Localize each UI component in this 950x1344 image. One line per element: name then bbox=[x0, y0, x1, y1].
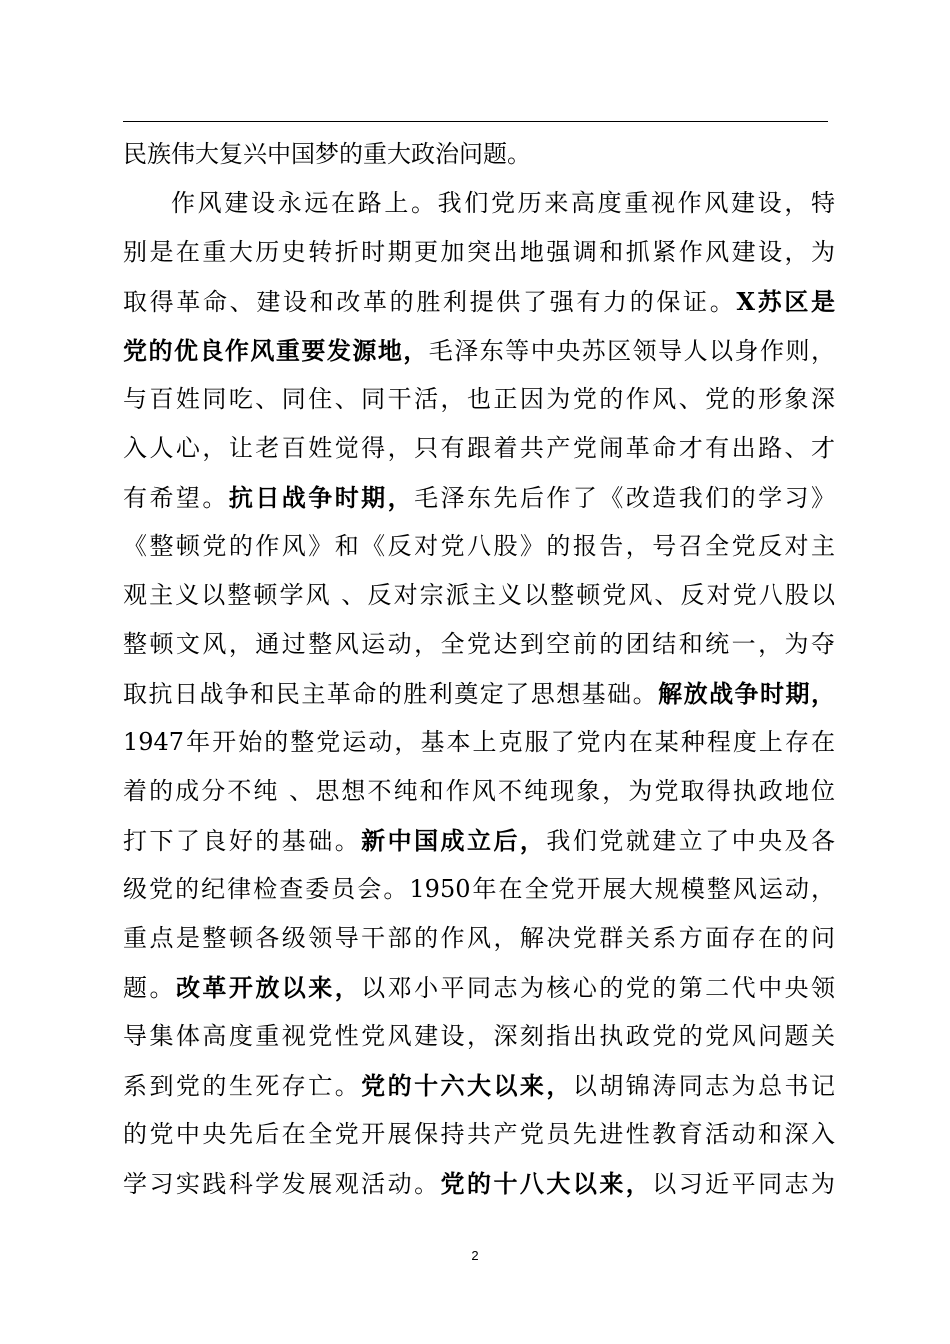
text-run: 作风建设永远在路上。我们党历来高度重视作风建设，特 bbox=[171, 189, 835, 217]
bold-text-run: 解放战争时期， bbox=[658, 679, 835, 708]
text-run: 的党中央先后在全党开展保持共产党员先进性教育活动和深入 bbox=[123, 1120, 835, 1148]
text-run: 毛泽东等中央苏区领导人以身作则， bbox=[428, 337, 836, 365]
text-line bbox=[123, 179, 835, 228]
text-run: 与百姓同吃、同住、同干活，也正因为党的作风、党的形象深 bbox=[123, 385, 835, 413]
text-run: 着的成分不纯 、思想不纯和作风不纯现象，为党取得执政地位 bbox=[123, 777, 835, 805]
text-line bbox=[123, 767, 835, 816]
page-number: 2 bbox=[471, 1248, 479, 1263]
text-line bbox=[123, 522, 835, 571]
bold-text-run: 党的十六大以来， bbox=[361, 1071, 573, 1100]
text-run: 以习近平同志为 bbox=[652, 1170, 836, 1198]
text-run: 整顿文风，通过整风运动，全党达到空前的团结和统一，为夺 bbox=[123, 630, 835, 658]
text-run: 我们党就建立了中央及各 bbox=[546, 827, 836, 855]
text-line bbox=[123, 620, 835, 669]
text-run: 学习实践科学发展观活动。 bbox=[123, 1170, 441, 1198]
text-run: 有希望。 bbox=[123, 484, 229, 512]
text-line bbox=[123, 865, 835, 914]
text-line bbox=[123, 1061, 835, 1110]
text-line bbox=[123, 1159, 835, 1208]
text-line bbox=[123, 277, 835, 326]
text-run: 入人心，让老百姓觉得，只有跟着共产党闹革命才有出路、才 bbox=[123, 434, 835, 462]
text-run: 1947年开始的整党运动，基本上克服了党内在某种程度上存在 bbox=[123, 728, 835, 756]
header-rule bbox=[123, 121, 828, 122]
bold-text-run: 新中国成立后， bbox=[361, 826, 547, 855]
text-line bbox=[123, 1110, 835, 1159]
bold-text-run: 改革开放以来， bbox=[175, 973, 362, 1002]
bold-text-run: X苏区是 bbox=[736, 287, 836, 316]
text-run: 取抗日战争和民主革命的胜利奠定了思想基础。 bbox=[123, 680, 659, 708]
text-run: 导集体高度重视党性党风建设，深刻指出执政党的党风问题关 bbox=[123, 1022, 835, 1050]
text-run: 重点是整顿各级领导干部的作风，解决党群关系方面存在的问 bbox=[123, 924, 835, 952]
text-line bbox=[123, 326, 835, 375]
text-line bbox=[123, 424, 835, 473]
document-body bbox=[123, 130, 835, 1208]
text-run: 民族伟大复兴中国梦的重大政治问题。 bbox=[123, 140, 531, 168]
text-line bbox=[123, 669, 835, 718]
text-run: 以胡锦涛同志为总书记 bbox=[572, 1072, 836, 1100]
text-run: 观主义以整顿学风 、反对宗派主义以整顿党风、反对党八股以 bbox=[123, 581, 835, 609]
text-line bbox=[123, 718, 835, 767]
text-line bbox=[123, 473, 835, 522]
text-line bbox=[123, 914, 835, 963]
text-line bbox=[123, 1012, 835, 1061]
bold-text-run: 抗日战争时期， bbox=[228, 483, 415, 512]
text-line bbox=[123, 816, 835, 865]
text-run: 别是在重大历史转折时期更加突出地强调和抓紧作风建设，为 bbox=[123, 238, 835, 266]
text-line bbox=[123, 130, 835, 179]
bold-text-run: 党的十八大以来， bbox=[440, 1169, 653, 1198]
text-line bbox=[123, 375, 835, 424]
text-run: 以邓小平同志为核心的党的第二代中央领 bbox=[361, 974, 836, 1002]
text-run: 取得革命、建设和改革的胜利提供了强有力的保证。 bbox=[123, 288, 737, 316]
text-run: 级党的纪律检查委员会。1950年在全党开展大规模整风运动， bbox=[123, 875, 835, 903]
text-run: 题。 bbox=[123, 974, 176, 1002]
text-line bbox=[123, 228, 835, 277]
text-run: 打下了良好的基础。 bbox=[123, 827, 362, 855]
text-run: 《整顿党的作风》和《反对党八股》的报告，号召全党反对主 bbox=[123, 532, 835, 560]
bold-text-run: 党的优良作风重要发源地， bbox=[123, 336, 429, 365]
text-line bbox=[123, 963, 835, 1012]
text-line bbox=[123, 571, 835, 620]
text-run: 毛泽东先后作了《改造我们的学习》 bbox=[414, 484, 836, 512]
text-run: 系到党的生死存亡。 bbox=[123, 1072, 362, 1100]
